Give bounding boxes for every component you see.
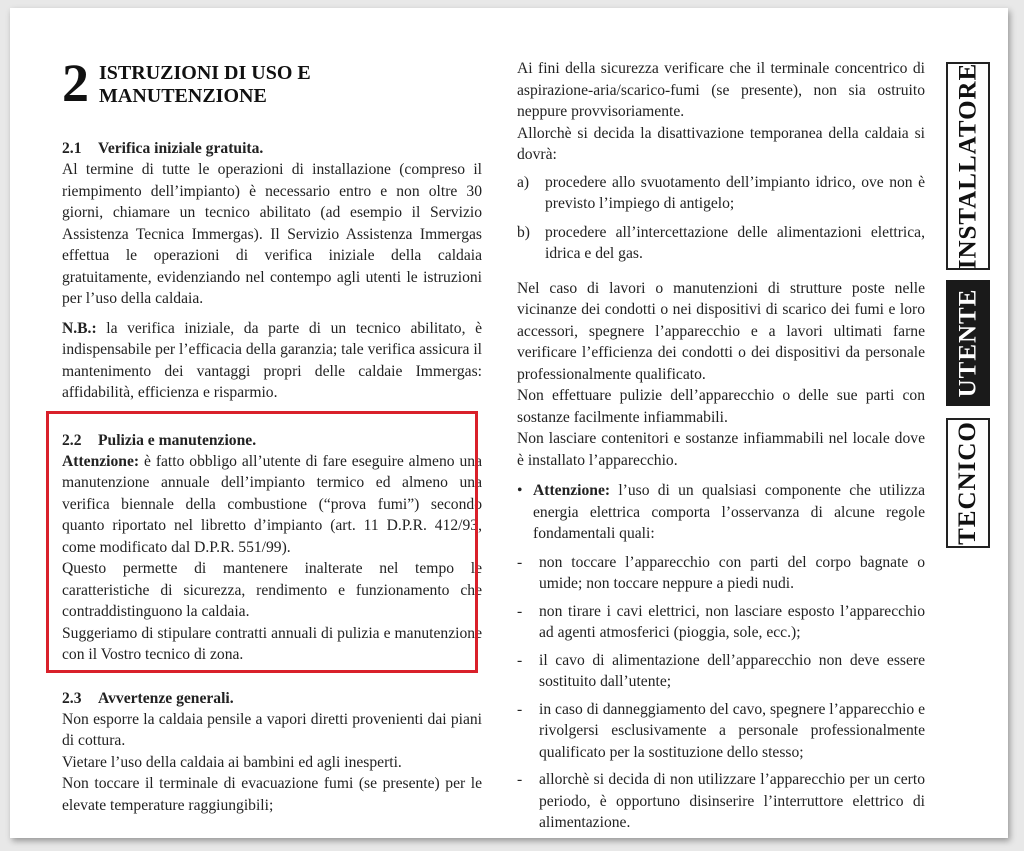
list-text: in caso di danneggiamento del cavo, spegnere l’apparecchio e rivolgersi esclusivamente a personale professionalmente qualificato per la sostituzione dello stesso; (539, 700, 925, 761)
chapter-title-line2: MANUTENZIONE (99, 85, 267, 107)
attention-label: Attenzione: (533, 482, 611, 499)
tab-installatore[interactable] (946, 62, 990, 270)
paragraph: Suggeriamo di stipulare contratti annuali di pulizia e manutenzione con il Vostro tecnico di zona. (62, 624, 482, 663)
list-marker: - (517, 602, 523, 620)
section-title: Verifica iniziale gratuita. (98, 140, 264, 157)
bullet-marker: • (517, 482, 523, 499)
bullet-item (517, 480, 925, 545)
list-item (517, 601, 925, 644)
list-item (517, 172, 925, 215)
tab-label: UTENTE (954, 288, 981, 398)
list-item (517, 650, 925, 693)
list-marker: - (517, 553, 523, 571)
section-title: Avvertenze generali. (98, 689, 234, 707)
highlight-box (46, 411, 478, 673)
chapter-heading (62, 53, 482, 113)
bullet-text (533, 480, 925, 545)
section-number: 2.1 (62, 140, 82, 157)
list-marker: - (517, 771, 523, 788)
list-text: procedere allo svuotamento dell’impianto idrico, ove non è previsto l’impiego di antigelo; (545, 173, 925, 212)
section-number: 2.2 (62, 431, 82, 449)
list-marker: - (517, 651, 523, 669)
tab-utente[interactable] (946, 280, 990, 406)
chapter-title (99, 62, 311, 108)
paragraph: Ai fini della sicurezza verificare che il terminale concentrico di aspirazione-aria/scarico-fumi (se presente), non sia ostruito neppure provvisoriamente. (517, 60, 925, 120)
paragraph: Non esporre la caldaia pensile a vapori diretti provenienti dai piani di cottura. (62, 710, 482, 749)
tab-tecnico[interactable] (946, 418, 990, 548)
bullet-list (517, 480, 925, 545)
list-item (517, 699, 925, 764)
list-text: non toccare l’apparecchio con parti del corpo bagnate o umide; non toccare neppure a piedi nudi. (539, 553, 925, 592)
list-marker: a) (517, 173, 530, 191)
nb-label: N.B.: (62, 319, 97, 337)
tab-label: TECNICO (954, 421, 981, 545)
section-title: Pulizia e manutenzione. (98, 431, 257, 449)
section-2-1 (62, 138, 482, 404)
section-2-3 (62, 688, 482, 817)
nb-text: la verifica iniziale, da parte di un tecnico abilitato, è indispensabile per l’efficacia della garanzia; tale verifica assicura il mantenimento dei vantaggi propri delle caldaie Immergas: affidabilità, efficienza e risparmio. (62, 319, 482, 401)
list-text: non tirare i cavi elettrici, non lasciare esposto l’apparecchio ad agenti atmosferici (pioggia, sole, ecc.); (539, 602, 925, 641)
nb-paragraph (62, 318, 482, 404)
manual-page (10, 8, 1008, 838)
section-number: 2.3 (62, 689, 82, 707)
paragraph: Al termine di tutte le operazioni di installazione (compreso il riempimento dell’impianto) è necessario entro e non oltre 30 giorni, chiamare un tecnico abilitato (ad esempio il Servizio Assistenza Tecnica Immergas). Il Servizio Assistenza Immergas effettua le operazioni di verifica iniziale della caldaia gratuitamente, evidenziando nel contempo agli utenti le istruzioni per l’uso della caldaia. (62, 161, 482, 307)
paragraph: Non toccare il terminale di evacuazione fumi (se presente) per le elevate temperature raggiungibili; (62, 775, 482, 814)
paragraph: Vietare l’uso della caldaia ai bambini ed agli inesperti. (62, 753, 402, 771)
paragraph: Questo permette di mantenere inalterate nel tempo le caratteristiche di sicurezza, rendimento e funzionamento che contraddistinguono la caldaia. (62, 560, 482, 620)
lettered-list (517, 172, 925, 265)
paragraph: Non effettuare pulizie dell’apparecchio o delle sue parti con sostanze facilmente infiammabili. (517, 387, 925, 426)
section-2-3-heading (62, 688, 482, 709)
chapter-title-line1: ISTRUZIONI DI USO E (99, 62, 311, 84)
list-text: allorchè si decida di non utilizzare l’apparecchio per un certo periodo, è opportuno disinserire l’interruttore elettrico di alimentazione. (539, 771, 925, 831)
list-item (517, 552, 925, 595)
paragraph: Allorchè si decida la disattivazione temporanea della caldaia si dovrà: (517, 124, 925, 163)
dash-list (517, 552, 925, 834)
attention-text: l’uso di un qualsiasi componente che utilizza energia elettrica comporta l’osservanza di alcune regole fondamentali quali: (533, 482, 925, 542)
list-marker: b) (517, 223, 530, 241)
section-2-1-heading (62, 138, 482, 159)
list-item (517, 222, 925, 265)
tab-label: INSTALLATORE (954, 62, 982, 270)
list-text: procedere all’intercettazione delle alimentazioni elettrica, idrica e del gas. (545, 223, 925, 262)
list-marker: - (517, 700, 523, 718)
paragraph: Nel caso di lavori o manutenzioni di strutture poste nelle vicinanze dei condotti o nei dispositivi di scarico dei fumi e loro accessori, spegnere l’apparecchio e a lavori ultimati farne verificare l’efficienza dei condotti o dei dispositivi da personale professionalmente qualificato. (517, 279, 925, 383)
chapter-number: 2 (62, 53, 89, 113)
paragraph: Non lasciare contenitori e sostanze infiammabili nel locale dove è installato l’apparecchio. (517, 430, 925, 469)
list-item (517, 769, 925, 834)
attention-label: Attenzione: (62, 452, 140, 470)
attention-text: è fatto obbligo all’utente di fare eseguire almeno una manutenzione annuale dell’impianto termico ed almeno una verifica biennale della combustione (“prova fumi”) secondo quanto riportato nel libretto d’impianto (art. 11 D.P.R. 412/93, come modificato dal D.P.R. 551/99). (62, 452, 482, 556)
list-text: il cavo di alimentazione dell’apparecchio non deve essere sostituito dall’utente; (539, 651, 925, 690)
right-column (517, 58, 925, 838)
